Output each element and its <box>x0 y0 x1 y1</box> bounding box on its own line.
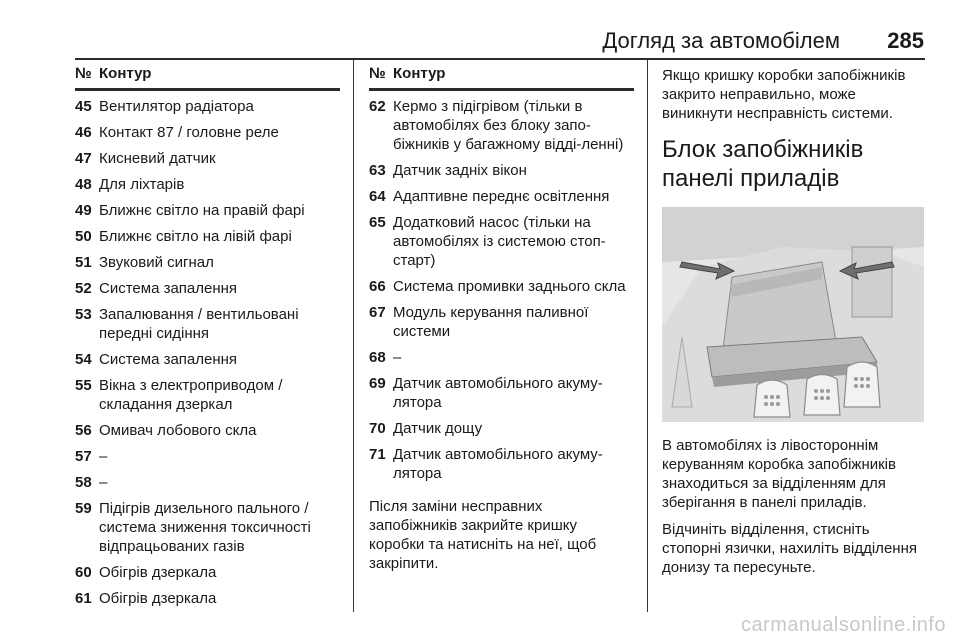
fuse-circuit: Підігрів дизельного пального / система зниження токсичності відпрацьованих газів <box>99 500 311 555</box>
fuse-row <box>75 447 340 466</box>
fuse-number: 51 <box>75 254 92 271</box>
fuse-row <box>75 279 340 298</box>
fuse-row <box>75 563 340 582</box>
fuse-circuit: Додатковий насос (тільки на автомобілях із системою стоп-старт) <box>393 214 606 269</box>
fuse-circuit: Запалювання / вентильовані передні сидіння <box>99 306 299 342</box>
fuse-circuit: Датчик дощу <box>393 420 483 437</box>
fuse-number: 54 <box>75 351 92 368</box>
fuse-circuit: Контакт 87 / головне реле <box>99 124 279 141</box>
fuse-circuit: – <box>393 349 402 366</box>
fuse-circuit: Система запалення <box>99 351 238 368</box>
instrument-panel-fuse-box-illustration <box>662 207 924 422</box>
table-header <box>75 64 340 91</box>
table-header-no: № <box>75 65 92 82</box>
fuse-number: 58 <box>75 474 92 491</box>
fuse-number: 48 <box>75 176 92 193</box>
table-header-label: Контур <box>393 65 446 82</box>
fuse-row <box>75 201 340 220</box>
fuse-circuit: Ближнє світло на лівій фарі <box>99 228 292 245</box>
fuse-number: 62 <box>369 98 386 115</box>
fuse-row <box>369 419 634 438</box>
fuse-row <box>75 175 340 194</box>
fuse-number: 52 <box>75 280 92 297</box>
fuse-row <box>75 253 340 272</box>
fuse-number: 47 <box>75 150 92 167</box>
table-header <box>369 64 634 91</box>
fuse-circuit: Омивач лобового скла <box>99 422 257 439</box>
fuse-row <box>75 227 340 246</box>
fuse-number: 71 <box>369 446 386 463</box>
fuse-number: 63 <box>369 162 386 179</box>
fuse-number: 68 <box>369 349 386 366</box>
intro-paragraph: Якщо кришку коробки запобіжників закрито неправильно, може виникнути несправність системи. <box>662 67 906 122</box>
fuse-number: 56 <box>75 422 92 439</box>
watermark: carmanualsonline.info <box>740 614 946 636</box>
fuse-row <box>75 149 340 168</box>
fuse-number: 69 <box>369 375 386 392</box>
fuse-row <box>75 376 340 414</box>
fuse-circuit: Вентилятор радіатора <box>99 98 254 115</box>
fuse-circuit: Система промивки заднього скла <box>393 278 626 295</box>
fuse-row <box>369 97 634 154</box>
fuse-number: 59 <box>75 500 92 517</box>
fuse-circuit: Обігрів дзеркала <box>99 564 217 581</box>
fuse-row <box>75 499 340 556</box>
fuse-table-column-1 <box>75 64 340 615</box>
fuse-number: 53 <box>75 306 92 323</box>
fuse-row <box>369 277 634 296</box>
fuse-number: 49 <box>75 202 92 219</box>
fuse-circuit: – <box>99 474 108 491</box>
fuse-row <box>369 187 634 206</box>
fuse-number: 65 <box>369 214 386 231</box>
fuse-row <box>369 445 634 483</box>
fuse-number: 45 <box>75 98 92 115</box>
instruction-paragraph: Відчиніть відділення, стисніть стопорні язички, нахиліть відділення донизу та пересуньте. <box>662 521 917 576</box>
fuse-number: 67 <box>369 304 386 321</box>
fuse-circuit: Кермо з підігрівом (тільки в автомобілях без блоку запо-біжників у багажному відді-ленні) <box>393 98 624 153</box>
fuse-row <box>75 123 340 142</box>
fuse-circuit: Кисневий датчик <box>99 150 216 167</box>
fuse-row <box>369 374 634 412</box>
fuse-row <box>75 350 340 369</box>
fuse-circuit: Вікна з електроприводом / складання дзеркал <box>99 377 283 413</box>
fuse-circuit: Датчик задніх вікон <box>393 162 527 179</box>
fuse-row <box>369 161 634 180</box>
fuse-circuit: Система запалення <box>99 280 238 297</box>
text-column-3 <box>662 66 930 585</box>
fuse-circuit: Адаптивне переднє освітлення <box>393 188 610 205</box>
column-divider <box>353 60 354 612</box>
fuse-row <box>75 305 340 343</box>
fuse-circuit: Обігрів дзеркала <box>99 590 217 607</box>
fuse-circuit: – <box>99 448 108 465</box>
fuse-row <box>75 589 340 608</box>
fuse-number: 70 <box>369 420 386 437</box>
page-number: 285 <box>887 28 924 53</box>
fuse-circuit: Модуль керування паливної системи <box>393 304 589 340</box>
header-rule <box>75 58 925 60</box>
fuse-number: 50 <box>75 228 92 245</box>
fuse-row <box>75 97 340 116</box>
fuse-row <box>369 348 634 367</box>
fuse-circuit: Ближнє світло на правій фарі <box>99 202 305 219</box>
fuse-number: 66 <box>369 278 386 295</box>
fuse-number: 61 <box>75 590 92 607</box>
fuse-table-column-2 <box>369 64 634 581</box>
fuse-number: 64 <box>369 188 386 205</box>
fuse-row <box>75 421 340 440</box>
page-title: Догляд за автомобілем <box>602 28 840 53</box>
fuse-row <box>369 213 634 270</box>
fuse-row <box>369 303 634 341</box>
fuse-number: 57 <box>75 448 92 465</box>
fuse-number: 55 <box>75 377 92 394</box>
fuse-row <box>75 473 340 492</box>
page-header <box>0 26 960 56</box>
fuse-circuit: Датчик автомобільного акуму-лятора <box>393 446 603 482</box>
fuse-circuit: Звуковий сигнал <box>99 254 214 271</box>
column-divider <box>647 60 648 612</box>
table-header-no: № <box>369 65 386 82</box>
table-header-label: Контур <box>99 65 152 82</box>
fuse-circuit: Для ліхтарів <box>99 176 185 193</box>
fuse-number: 60 <box>75 564 92 581</box>
section-title: Блок запобіжників панелі приладів <box>662 136 864 192</box>
fuse-number: 46 <box>75 124 92 141</box>
location-paragraph: В автомобілях із лівостороннім керуванням коробка запобіжників знаходиться за відділенням для зберігання в панелі приладів. <box>662 437 896 511</box>
fuse-circuit: Датчик автомобільного акуму-лятора <box>393 375 603 411</box>
replacement-note: Після заміни несправних запобіжників закрийте кришку коробки та натисніть на неї, щоб закріпити. <box>369 498 597 572</box>
